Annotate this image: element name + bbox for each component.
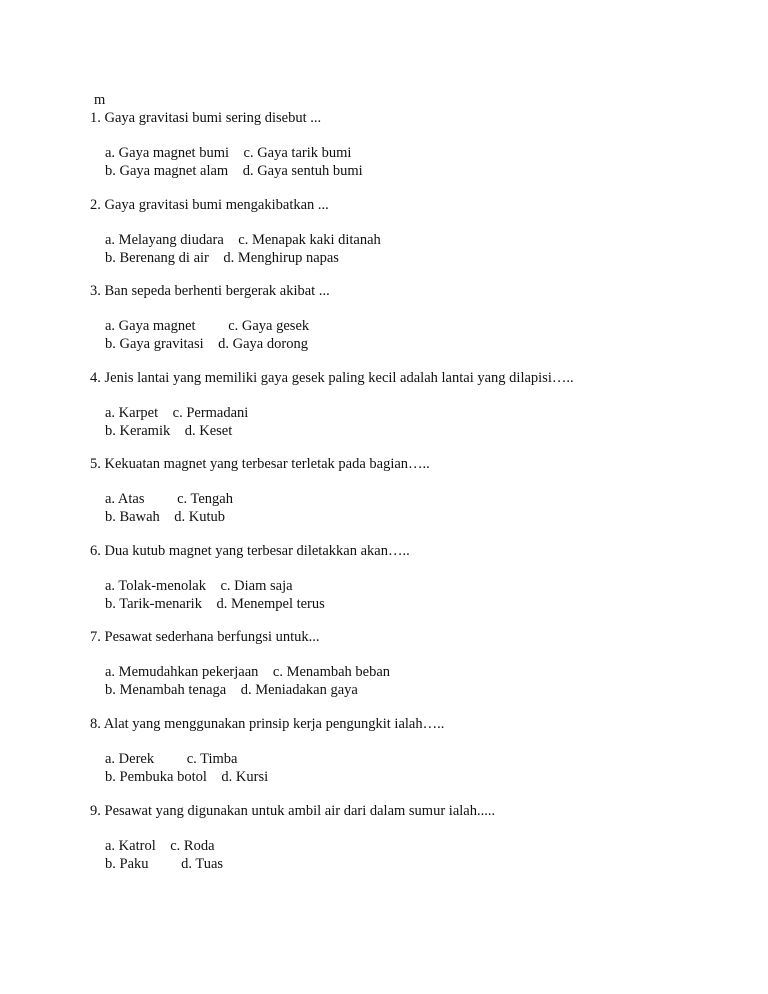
question-text: 4. Jenis lantai yang memiliki gaya gesek paling kecil adalah lantai yang dilapisi….. <box>90 370 574 386</box>
options-line-2: b. Pembuka botol d. Kursi <box>105 769 269 785</box>
options-line-1: a. Karpet c. Permadani <box>105 405 249 421</box>
question-1 <box>90 109 750 180</box>
options-line-2: b. Tarik-menarik d. Menempel terus <box>105 596 325 612</box>
question-text: 6. Dua kutub magnet yang terbesar diletakkan akan….. <box>90 543 410 559</box>
options-line-1: a. Tolak-menolak c. Diam saja <box>105 578 293 594</box>
question-text: 3. Ban sepeda berhenti bergerak akibat ... <box>90 283 330 299</box>
options-line-1: a. Gaya magnet bumi c. Gaya tarik bumi <box>105 145 352 161</box>
question-5 <box>90 455 750 526</box>
answer-options <box>90 750 750 786</box>
question-2 <box>90 196 750 267</box>
question-text: 1. Gaya gravitasi bumi sering disebut ... <box>90 110 322 126</box>
options-line-1: a. Memudahkan pekerjaan c. Menambah beban <box>105 664 391 680</box>
question-8 <box>90 715 750 786</box>
options-line-1: a. Katrol c. Roda <box>105 838 215 854</box>
options-line-1: a. Atas c. Tengah <box>105 491 233 507</box>
options-line-2: b. Berenang di air d. Menghirup napas <box>105 250 339 266</box>
answer-options <box>90 577 750 613</box>
header-mark: m <box>94 92 106 108</box>
options-line-2: b. Bawah d. Kutub <box>105 509 226 525</box>
answer-options <box>90 837 750 873</box>
answer-options <box>90 317 750 353</box>
question-text: 8. Alat yang menggunakan prinsip kerja pengungkit ialah….. <box>90 716 445 732</box>
options-line-2: b. Gaya magnet alam d. Gaya sentuh bumi <box>105 163 363 179</box>
answer-options <box>90 490 750 526</box>
options-line-1: a. Gaya magnet c. Gaya gesek <box>105 318 310 334</box>
options-line-2: b. Menambah tenaga d. Meniadakan gaya <box>105 682 358 698</box>
options-line-2: b. Paku d. Tuas <box>105 856 224 872</box>
question-4 <box>90 369 750 440</box>
question-3 <box>90 282 750 353</box>
question-text: 5. Kekuatan magnet yang terbesar terletak pada bagian….. <box>90 456 430 472</box>
options-line-2: b. Keramik d. Keset <box>105 423 233 439</box>
answer-options <box>90 663 750 699</box>
answer-options <box>90 144 750 180</box>
question-text: 7. Pesawat sederhana berfungsi untuk... <box>90 629 320 645</box>
options-line-1: a. Derek c. Timba <box>105 751 238 767</box>
question-9 <box>90 802 750 873</box>
question-text: 2. Gaya gravitasi bumi mengakibatkan ... <box>90 197 329 213</box>
options-line-1: a. Melayang diudara c. Menapak kaki ditanah <box>105 232 381 248</box>
answer-options <box>90 231 750 267</box>
question-text: 9. Pesawat yang digunakan untuk ambil air dari dalam sumur ialah..... <box>90 803 496 819</box>
answer-options <box>90 404 750 440</box>
question-7 <box>90 628 750 699</box>
options-line-2: b. Gaya gravitasi d. Gaya dorong <box>105 336 308 352</box>
question-6 <box>90 542 750 613</box>
